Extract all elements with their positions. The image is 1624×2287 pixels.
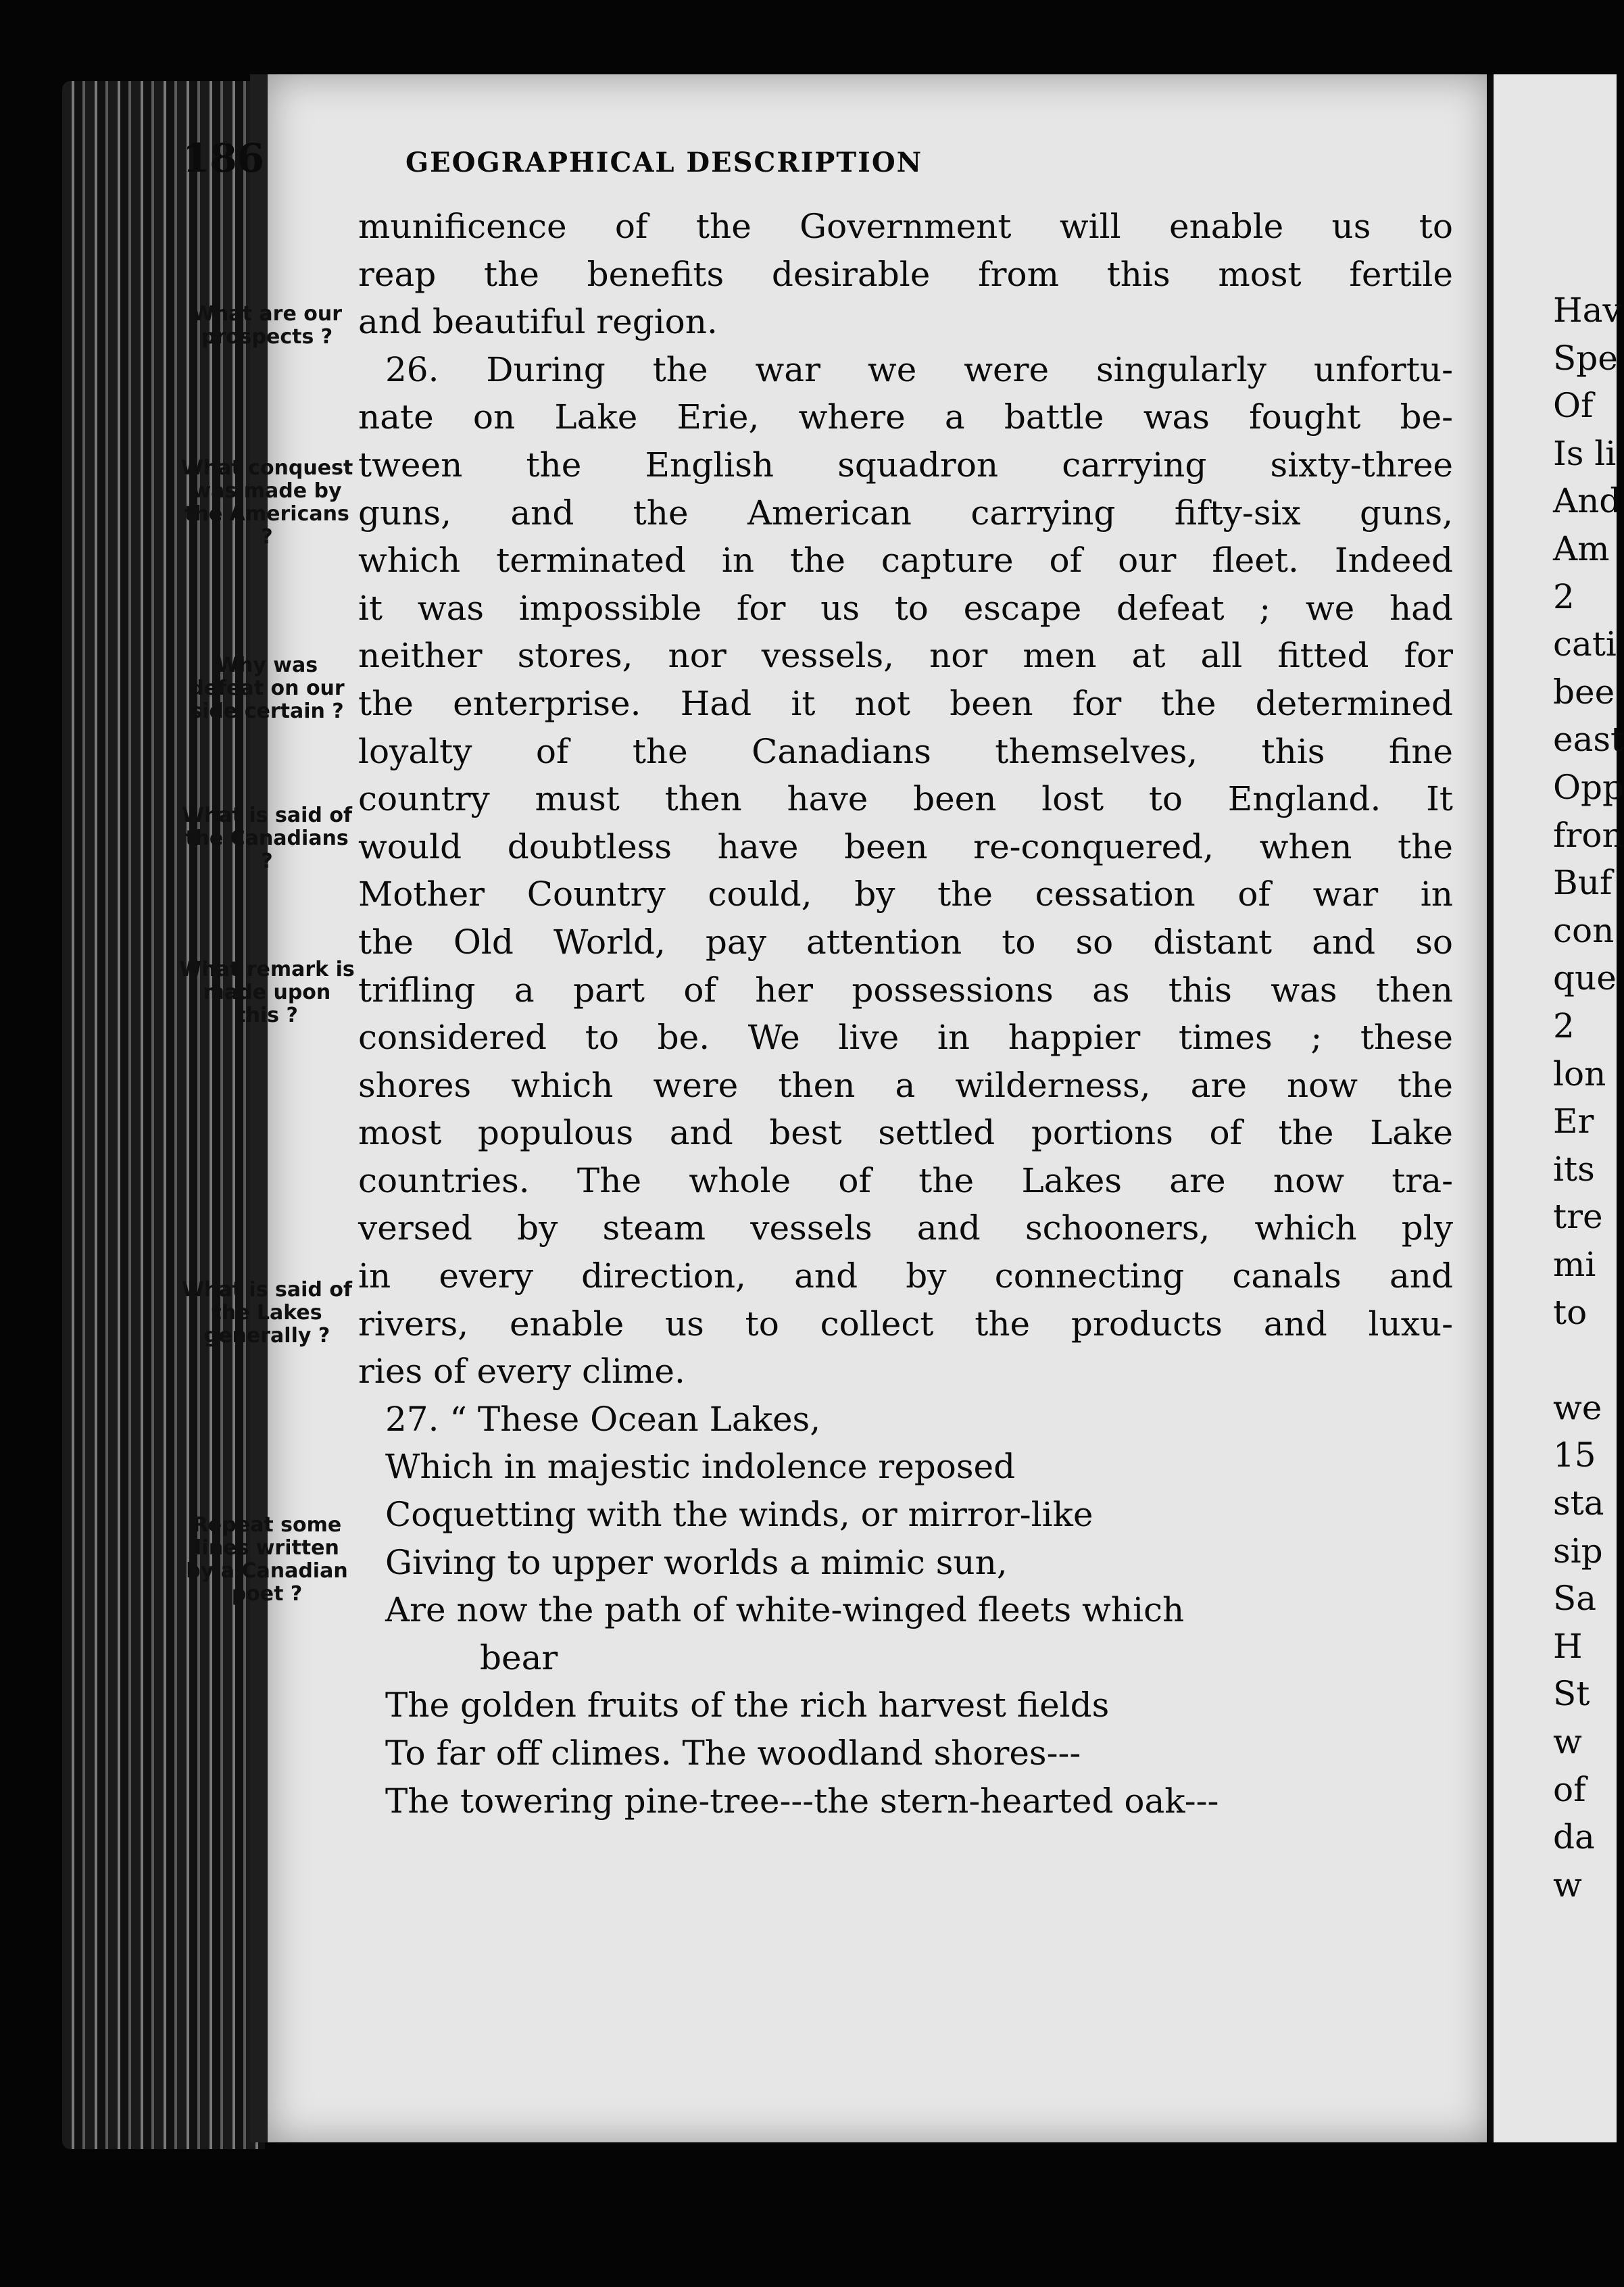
margin-note-canadians: What is said of the Canadians ? [181, 804, 353, 873]
facing-page-fragment: Er [1553, 1102, 1594, 1141]
text-line: munificence of the Government will enable us to [358, 207, 1453, 246]
text-line: trifling a part of her possessions as this was then [358, 970, 1453, 1010]
text-line: and beautiful region. [358, 302, 718, 342]
facing-page-edge [1487, 74, 1624, 2142]
verse-line: The golden fruits of the rich harvest fields [385, 1686, 1110, 1725]
facing-page-fragment: sta [1553, 1483, 1604, 1523]
facing-page-fragment: its [1553, 1149, 1595, 1189]
margin-note-prospects: What are our prospects ? [191, 302, 343, 349]
text-line: considered to be. We live in happier times ; these [358, 1018, 1453, 1058]
facing-page-fragment: Is li [1553, 433, 1617, 473]
verse-line: bear [480, 1638, 558, 1677]
verse-line: The towering pine-tree---the stern-hearted oak--- [385, 1781, 1219, 1821]
verse-line: Which in majestic indolence reposed [385, 1447, 1016, 1487]
body-text [358, 203, 1453, 1825]
facing-page-fragment: que [1553, 958, 1617, 998]
page-number: 186 [182, 135, 265, 181]
page-header [182, 135, 1237, 181]
text-line: neither stores, nor vessels, nor men at all fitted for [358, 636, 1453, 676]
text-line: tween the English squadron carrying sixty-three [358, 445, 1453, 485]
margin-note-defeat: Why was defeat on our side certain ? [189, 654, 345, 723]
facing-page-fragment: St [1553, 1674, 1590, 1714]
facing-page-fragment: lon [1553, 1054, 1606, 1093]
facing-page-fragment: Buf [1553, 863, 1613, 903]
margin-note-lakes: What is said of the Lakes generally ? [181, 1278, 353, 1348]
verse-line: Coquetting with the winds, or mirror-like [385, 1495, 1093, 1535]
facing-page-fragment: Spe [1553, 338, 1618, 378]
text-line: country must then have been lost to England. It [358, 779, 1453, 819]
verse-line: Giving to upper worlds a mimic sun, [385, 1542, 1008, 1582]
facing-page-fragment: H [1553, 1626, 1583, 1666]
running-head: GEOGRAPHICAL DESCRIPTION [405, 147, 923, 178]
facing-page-fragment: 2 [1553, 1006, 1575, 1046]
verse-line: Are now the path of white-winged fleets which [385, 1590, 1185, 1630]
facing-page-fragment: Hav [1553, 291, 1622, 330]
text-line: versed by steam vessels and schooners, which ply [358, 1208, 1453, 1248]
text-line: countries. The whole of the Lakes are now tra- [358, 1160, 1453, 1200]
facing-page-fragment: cati [1553, 624, 1617, 664]
facing-page-fragment: mi [1553, 1245, 1596, 1284]
text-line: the enterprise. Had it not been for the determined [358, 683, 1453, 723]
facing-page-fragment: w [1553, 1722, 1582, 1761]
verse-line: To far off climes. The woodland shores--- [385, 1733, 1081, 1773]
facing-page-fragment: And [1553, 481, 1621, 521]
facing-page-fragment: sip [1553, 1531, 1603, 1571]
margin-note-conquest: What conquest was made by the Americans ? [180, 456, 353, 549]
text-line: in every direction, and by connecting canals and [358, 1256, 1453, 1296]
facing-page-fragment: 2 [1553, 576, 1575, 616]
text-line: rivers, enable us to collect the products and luxu- [358, 1304, 1453, 1344]
facing-page-fragment: fron [1553, 815, 1624, 855]
facing-page-fragment: Am [1553, 529, 1610, 568]
facing-page-fragment: 15 [1553, 1435, 1596, 1475]
text-line: which terminated in the capture of our fleet. Indeed [358, 541, 1453, 581]
facing-page-fragment: to [1553, 1292, 1588, 1332]
facing-page-fragment: east [1553, 720, 1624, 760]
facing-page-fragment: we [1553, 1387, 1602, 1427]
text-line: it was impossible for us to escape defeat ; we had [358, 588, 1453, 628]
text-line: most populous and best settled portions of the Lake [358, 1113, 1453, 1153]
facing-page-fragment: tre [1553, 1197, 1603, 1237]
text-line: 27. “ These Ocean Lakes, [385, 1399, 821, 1439]
facing-page-fragment: w [1553, 1865, 1582, 1904]
text-line: 26. During the war we were singularly unfortu- [385, 349, 1453, 389]
facing-page-fragment: bee [1553, 672, 1615, 712]
page-stack-edge [62, 81, 265, 2149]
text-line: ries of every clime. [358, 1352, 685, 1392]
facing-page-fragment: Opp [1553, 768, 1624, 807]
facing-page-fragment: Sa [1553, 1579, 1597, 1619]
text-line: the Old World, pay attention to so distant and so [358, 922, 1453, 962]
text-line: Mother Country could, by the cessation of war in [358, 875, 1453, 914]
text-line: guns, and the American carrying fifty-six guns, [358, 493, 1453, 533]
margin-note-remark: What remark is made upon this ? [179, 958, 355, 1027]
text-line: nate on Lake Erie, where a battle was fought be- [358, 397, 1453, 437]
text-line: would doubtless have been re-conquered, when the [358, 827, 1453, 866]
margin-note-poet: Repeat some lines written by a Canadian poet ? [186, 1513, 348, 1606]
facing-page-fragment: da [1553, 1817, 1595, 1857]
text-line: shores which were then a wilderness, are now the [358, 1065, 1453, 1105]
text-line: loyalty of the Canadians themselves, this fine [358, 731, 1453, 771]
text-line: reap the benefits desirable from this most fertile [358, 254, 1453, 294]
facing-page-fragment: of [1553, 1769, 1586, 1809]
facing-page-fragment: con [1553, 910, 1615, 950]
facing-page-fragment: Of [1553, 386, 1594, 426]
